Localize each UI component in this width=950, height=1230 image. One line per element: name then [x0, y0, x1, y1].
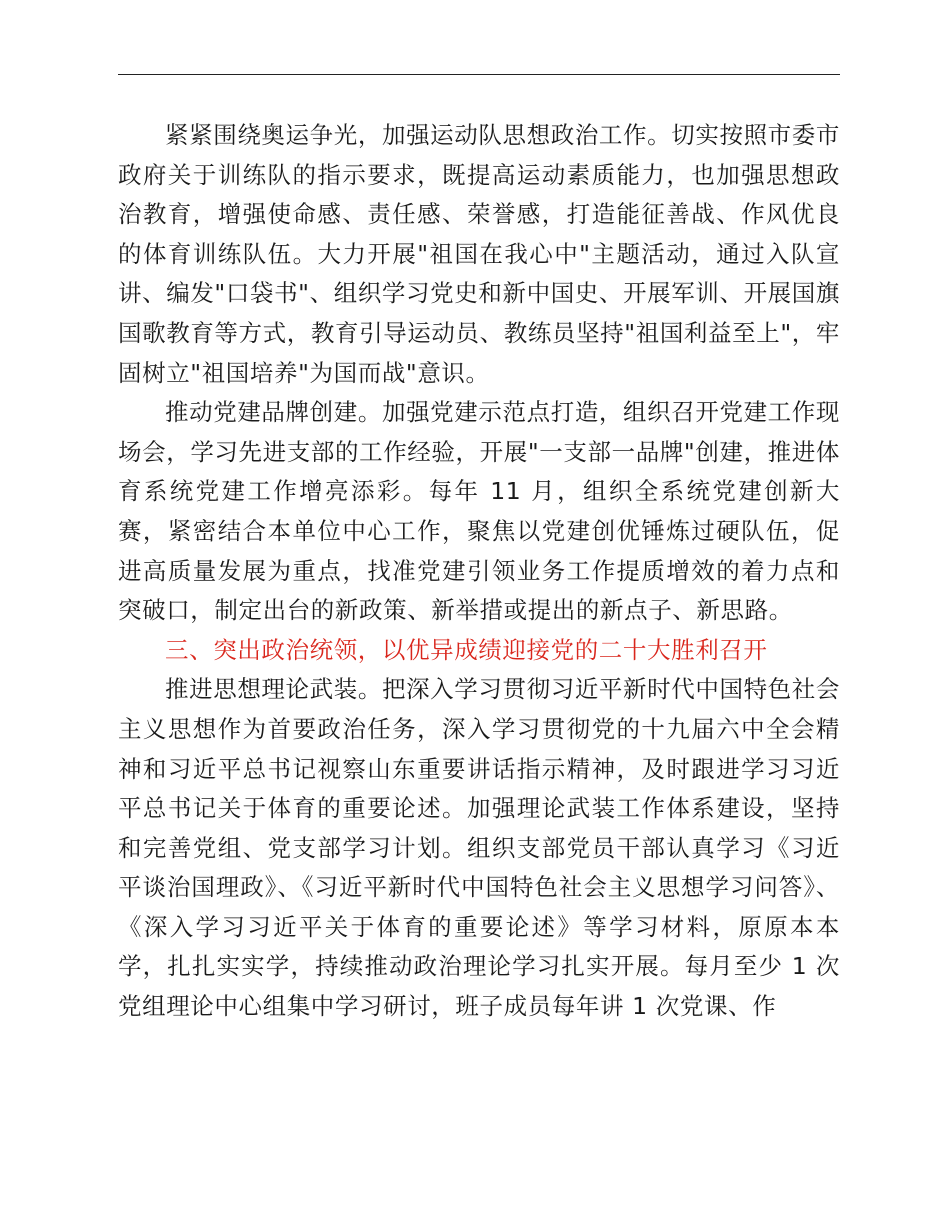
document-body [118, 116, 840, 1027]
paragraph-theory-study: 推进思想理论武装。把深入学习贯彻习近平新时代中国特色社会主义思想作为首要政治任务，深入学习贯彻党的十九届六中全会精神和习近平总书记视察山东重要讲话指示精神，及时跟进学习习近平总书记关于体育的重要论述。加强理论武装工作体系建设，坚持和完善党组、党支部学习计划。组织支部党员干部认真学习《习近平谈治国理政》、《习近平新时代中国特色社会主义思想学习问答》、《深入学习习近平关于体育的重要论述》等学习材料，原原本本学，扎扎实实学，持续推动政治理论学习扎实开展。每月至少 1 次党组理论中心组集中学习研讨，班子成员每年讲 1 次党课、作 [118, 675, 840, 1021]
section-heading: 三、突出政治统领，以优异成绩迎接党的二十大胜利召开 [165, 635, 768, 664]
paragraph-party-brand: 推动党建品牌创建。加强党建示范点打造，组织召开党建工作现场会，学习先进支部的工作经验，开展"一支部一品牌"创建，推进体育系统党建工作增亮添彩。每年 11 月，组织全系统党建创新大赛，紧密结合本单位中心工作，聚焦以党建创优锤炼过硬队伍，促进高质量发展为重点，找准党建引领业务工作提质增效的着力点和突破口，制定出台的新政策、新举措或提出的新点子、新思路。 [118, 398, 840, 625]
paragraph-olympic-teams: 紧紧围绕奥运争光，加强运动队思想政治工作。切实按照市委市政府关于训练队的指示要求，既提高运动素质能力，也加强思想政治教育，增强使命感、责任感、荣誉感，打造能征善战、作风优良的体育训练队伍。大力开展"祖国在我心中"主题活动，通过入队宣讲、编发"口袋书"、组织学习党史和新中国史、开展军训、开展国旗国歌教育等方式，教育引导运动员、教练员坚持"祖国利益至上"，牢固树立"祖国培养"为国而战"意识。 [118, 121, 840, 387]
header-rule [118, 74, 840, 75]
